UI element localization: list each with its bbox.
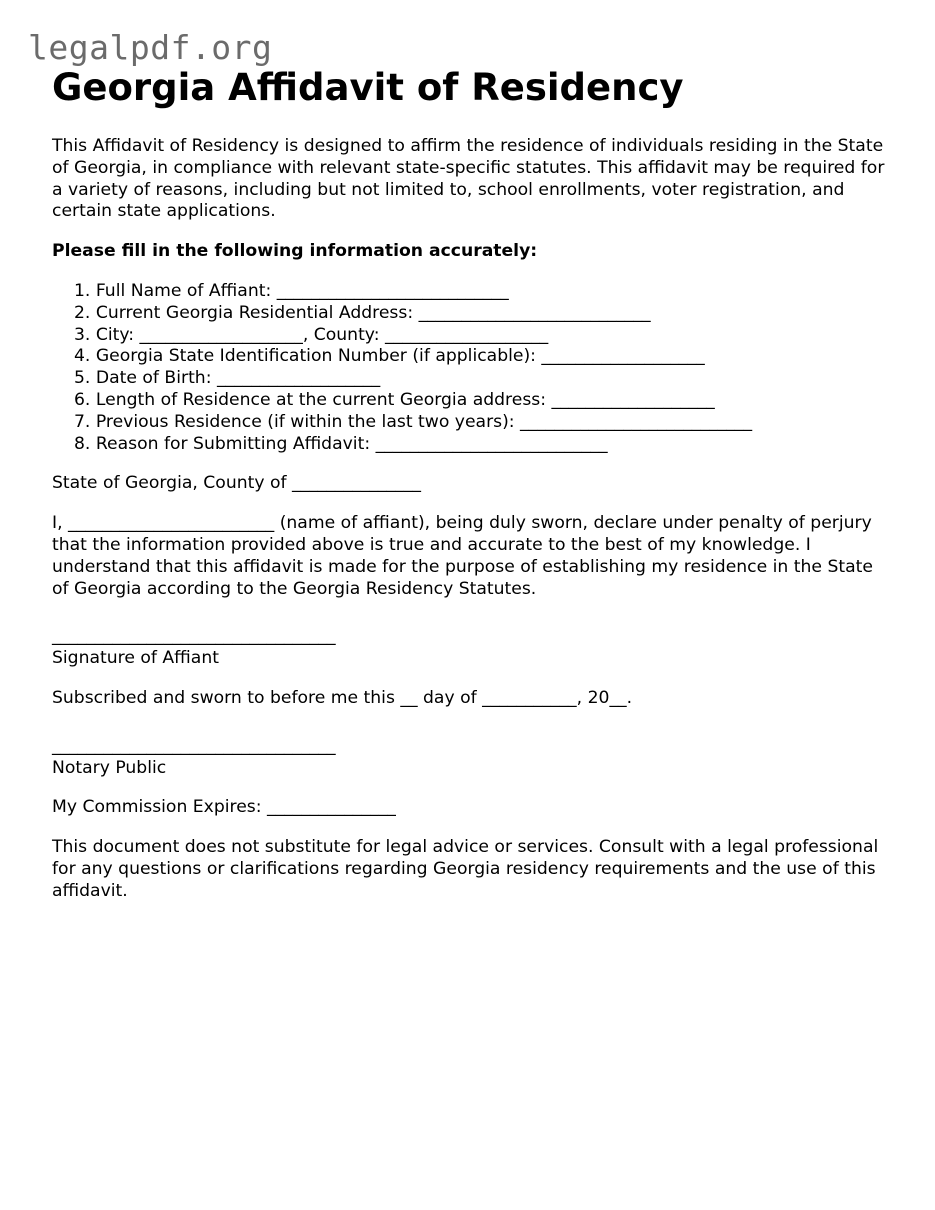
affiant-signature-line: _________________________________	[52, 626, 336, 647]
field-state-id: 4. Georgia State Identification Number (if applicable): ___________________	[74, 346, 705, 367]
field-residential-address: 2. Current Georgia Residential Address: ___________________________	[74, 302, 651, 323]
state-county-line: State of Georgia, County of _______________	[52, 473, 421, 494]
intro-paragraph: This Affidavit of Residency is designed to affirm the residence of individuals residing in the State of Georgia, in compliance with relevant state-specific statutes. This affidavit may be required for a variety of reasons, including but not limited to, school enrollments, voter registration, and certain state applications.	[52, 136, 885, 222]
notary-signature-label: Notary Public	[52, 757, 167, 778]
document-title: Georgia Affidavit of Residency	[52, 66, 684, 109]
field-full-name: 1. Full Name of Affiant: ___________________________	[74, 280, 509, 301]
declaration-paragraph: I, ________________________ (name of affiant), being duly sworn, declare under penalty of perjury that the information provided above is true and accurate to the best of my knowledge. I understand that this affidavit is made for the purpose of establishing my residence in the State of Georgia according to the Georgia Residency Statutes.	[52, 513, 873, 599]
affiant-signature-label: Signature of Affiant	[52, 648, 219, 669]
affiant-signature-block	[52, 626, 892, 670]
field-reason: 8. Reason for Submitting Affidavit: ___________________________	[74, 433, 608, 454]
field-previous-residence: 7. Previous Residence (if within the last two years): ___________________________	[74, 411, 753, 432]
notary-signature-line: _________________________________	[52, 735, 336, 756]
watermark: legalpdf.org	[28, 28, 273, 67]
field-city-county: 3. City: ___________________, County: ___________________	[74, 324, 549, 345]
field-date-of-birth: 5. Date of Birth: ___________________	[74, 368, 381, 389]
field-length-of-residence: 6. Length of Residence at the current Georgia address: ___________________	[74, 389, 715, 410]
document	[52, 64, 892, 903]
disclaimer-paragraph: This document does not substitute for legal advice or services. Consult with a legal professional for any questions or clarifications regarding Georgia residency requirements and the use of this affidavit.	[52, 837, 879, 901]
instructions-heading: Please fill in the following information accurately:	[52, 241, 538, 262]
sworn-statement: Subscribed and sworn to before me this __ day of ___________, 20__.	[52, 687, 633, 708]
notary-signature-block	[52, 736, 892, 780]
commission-expires-line: My Commission Expires: _______________	[52, 797, 396, 818]
field-list	[52, 281, 892, 455]
